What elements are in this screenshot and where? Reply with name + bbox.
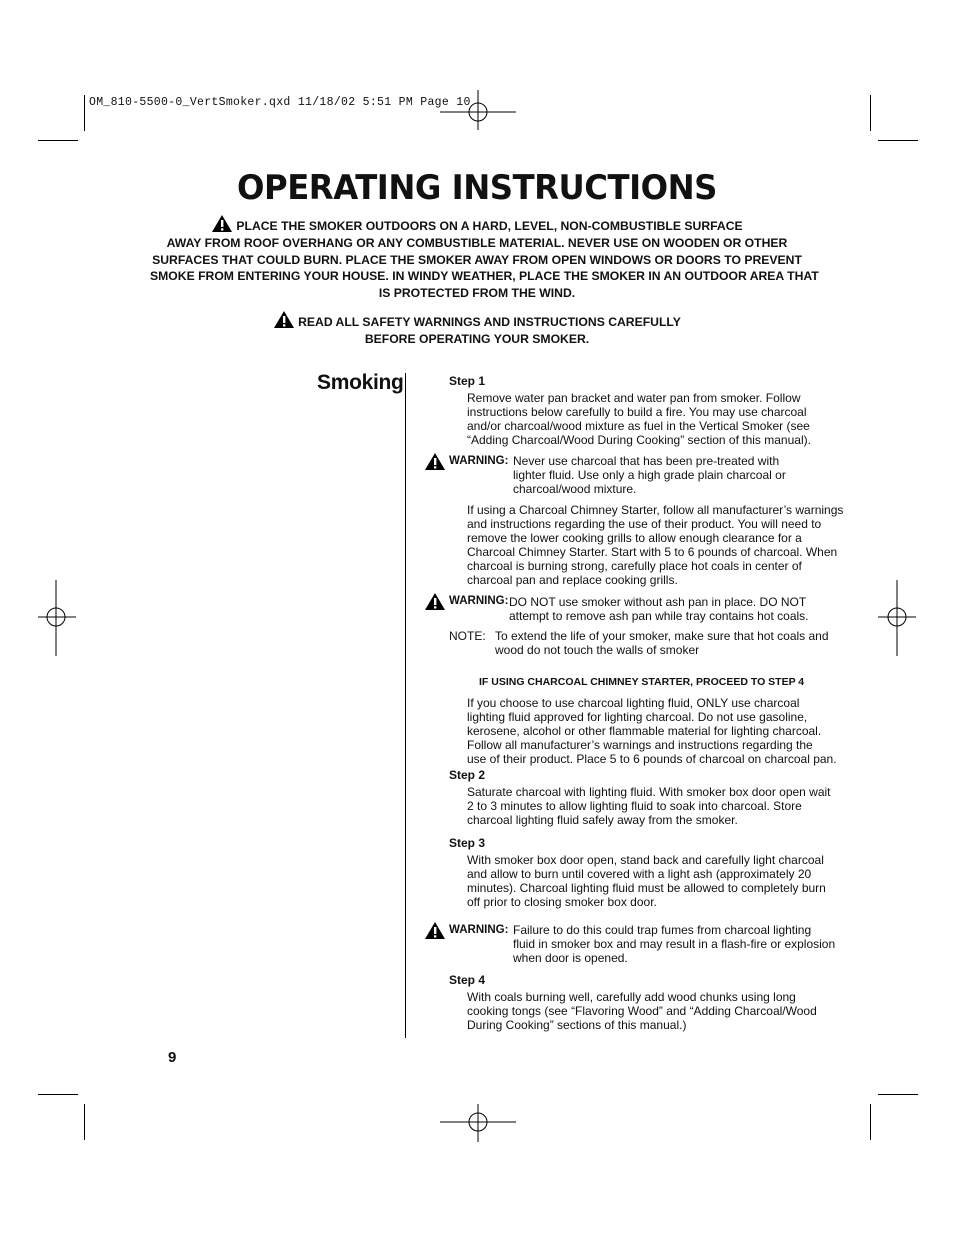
step-2-text bbox=[467, 785, 831, 827]
text-line: If you choose to use charcoal lighting fluid, ONLY use charcoal bbox=[467, 696, 800, 710]
text-line: and/or charcoal/wood mixture as fuel in the Vertical Smoker (see bbox=[467, 419, 810, 433]
text-line: With smoker box door open, stand back and carefully light charcoal bbox=[467, 853, 824, 867]
chimney-starter-text bbox=[467, 503, 843, 587]
warning-icon bbox=[424, 592, 446, 611]
safety-warning-line: READ ALL SAFETY WARNINGS AND INSTRUCTIONS CAREFULLY bbox=[298, 315, 681, 329]
note-label: NOTE: bbox=[449, 629, 486, 643]
step-3-text bbox=[467, 853, 826, 909]
text-line: lighting fluid approved for lighting charcoal. Do not use gasoline, bbox=[467, 710, 808, 724]
warning-icon bbox=[424, 921, 446, 940]
text-line: Remove water pan bracket and water pan from smoker. Follow bbox=[467, 391, 801, 405]
page-number: 9 bbox=[168, 1049, 177, 1066]
text-line: wood do not touch the walls of smoker bbox=[495, 643, 700, 657]
warning-pretreated-text bbox=[513, 454, 786, 496]
text-line: lighter fluid. Use only a high grade plain charcoal or bbox=[513, 468, 786, 482]
step-1-label: Step 1 bbox=[449, 374, 486, 388]
text-line: During Cooking” sections of this manual.) bbox=[467, 1018, 687, 1032]
step-2-label: Step 2 bbox=[449, 768, 486, 782]
safety-warning-line: SURFACES THAT COULD BURN. PLACE THE SMOKER AWAY FROM OPEN WINDOWS OR DOORS TO PREVENT bbox=[152, 252, 802, 267]
text-line: remove the lower cooking grills to allow enough clearance for a bbox=[467, 531, 802, 545]
page-title: OPERATING INSTRUCTIONS bbox=[237, 168, 717, 208]
column-divider bbox=[405, 373, 406, 1038]
registration-mark-bottom bbox=[440, 1104, 516, 1142]
text-line: when door is opened. bbox=[513, 951, 628, 965]
warning-icon bbox=[424, 452, 446, 471]
text-line: DO NOT use smoker without ash pan in place. DO NOT bbox=[509, 595, 807, 609]
safety-warning-line: SMOKE FROM ENTERING YOUR HOUSE. IN WINDY WEATHER, PLACE THE SMOKER IN AN OUTDOOR AREA THAT bbox=[150, 269, 819, 284]
warning-icon bbox=[211, 214, 233, 233]
text-line: With coals burning well, carefully add wood chunks using long bbox=[467, 990, 796, 1004]
text-line: charcoal lighting fluid safely away from the smoker. bbox=[467, 813, 738, 827]
step-1-text bbox=[467, 391, 811, 447]
safety-warning-read bbox=[150, 310, 804, 348]
warning-ash-pan-text bbox=[509, 595, 809, 623]
text-line: Failure to do this could trap fumes from charcoal lighting bbox=[513, 923, 812, 937]
registration-mark-right bbox=[878, 580, 916, 656]
safety-warning-line: IS PROTECTED FROM THE WIND. bbox=[378, 286, 576, 301]
text-line: Saturate charcoal with lighting fluid. With smoker box door open wait bbox=[467, 785, 831, 799]
step-4-text bbox=[467, 990, 817, 1032]
safety-warning-outdoors bbox=[150, 214, 819, 302]
text-line: 2 to 3 minutes to allow lighting fluid to soak into charcoal. Store bbox=[467, 799, 802, 813]
text-line: “Adding Charcoal/Wood During Cooking” section of this manual). bbox=[467, 433, 811, 447]
warning-fumes-text bbox=[513, 923, 835, 965]
print-slug: OM_810-5500-0_VertSmoker.qxd 11/18/02 5:51 PM Page 10 bbox=[89, 96, 471, 109]
text-line: kerosene, alcohol or other flammable material for lighting charcoal. bbox=[467, 724, 822, 738]
section-title: Smoking bbox=[317, 371, 404, 394]
warning-icon bbox=[273, 310, 295, 329]
text-line: Never use charcoal that has been pre-treated with bbox=[513, 454, 780, 468]
safety-warning-line: BEFORE OPERATING YOUR SMOKER. bbox=[364, 331, 590, 346]
registration-mark-left bbox=[38, 580, 76, 656]
text-line: charcoal pan and replace cooking grills. bbox=[467, 573, 678, 587]
step-3-label: Step 3 bbox=[449, 836, 486, 850]
proceed-to-step-4-heading: IF USING CHARCOAL CHIMNEY STARTER, PROCEED TO STEP 4 bbox=[479, 676, 805, 688]
text-line: If using a Charcoal Chimney Starter, follow all manufacturer’s warnings bbox=[467, 503, 844, 517]
safety-warning-line: AWAY FROM ROOF OVERHANG OR ANY COMBUSTIBLE MATERIAL. NEVER USE ON WOODEN OR OTHER bbox=[166, 235, 788, 250]
text-line: Charcoal Chimney Starter. Start with 5 to 6 pounds of charcoal. When bbox=[467, 545, 838, 559]
lighting-fluid-text bbox=[467, 696, 837, 766]
warning-label: WARNING: bbox=[449, 455, 509, 467]
text-line: instructions below carefully to build a fire. You may use charcoal bbox=[467, 405, 807, 419]
text-line: and allow to burn until covered with a light ash (approximately 20 bbox=[467, 867, 812, 881]
step-4-label: Step 4 bbox=[449, 973, 486, 987]
text-line: and instructions regarding the use of their product. You will need to bbox=[467, 517, 822, 531]
text-line: cooking tongs (see “Flavoring Wood” and “Adding Charcoal/Wood bbox=[467, 1004, 817, 1018]
text-line: off prior to closing smoker box door. bbox=[467, 895, 657, 909]
text-line: charcoal/wood mixture. bbox=[513, 482, 637, 496]
text-line: attempt to remove ash pan while tray contains hot coals. bbox=[509, 609, 809, 623]
safety-warning-line: PLACE THE SMOKER OUTDOORS ON A HARD, LEVEL, NON-COMBUSTIBLE SURFACE bbox=[236, 219, 743, 233]
text-line: Follow all manufacturer’s warnings and instructions regarding the bbox=[467, 738, 813, 752]
text-line: fluid in smoker box and may result in a flash-fire or explosion bbox=[513, 937, 836, 951]
note-text bbox=[495, 629, 829, 657]
warning-label: WARNING: bbox=[449, 595, 509, 607]
text-line: charcoal is burning strong, carefully place hot coals in center of bbox=[467, 559, 802, 573]
text-line: To extend the life of your smoker, make sure that hot coals and bbox=[495, 629, 829, 643]
text-line: use of their product. Place 5 to 6 pounds of charcoal on charcoal pan. bbox=[467, 752, 837, 766]
text-line: minutes). Charcoal lighting fluid must be allowed to completely burn bbox=[467, 881, 826, 895]
warning-label: WARNING: bbox=[449, 924, 509, 936]
